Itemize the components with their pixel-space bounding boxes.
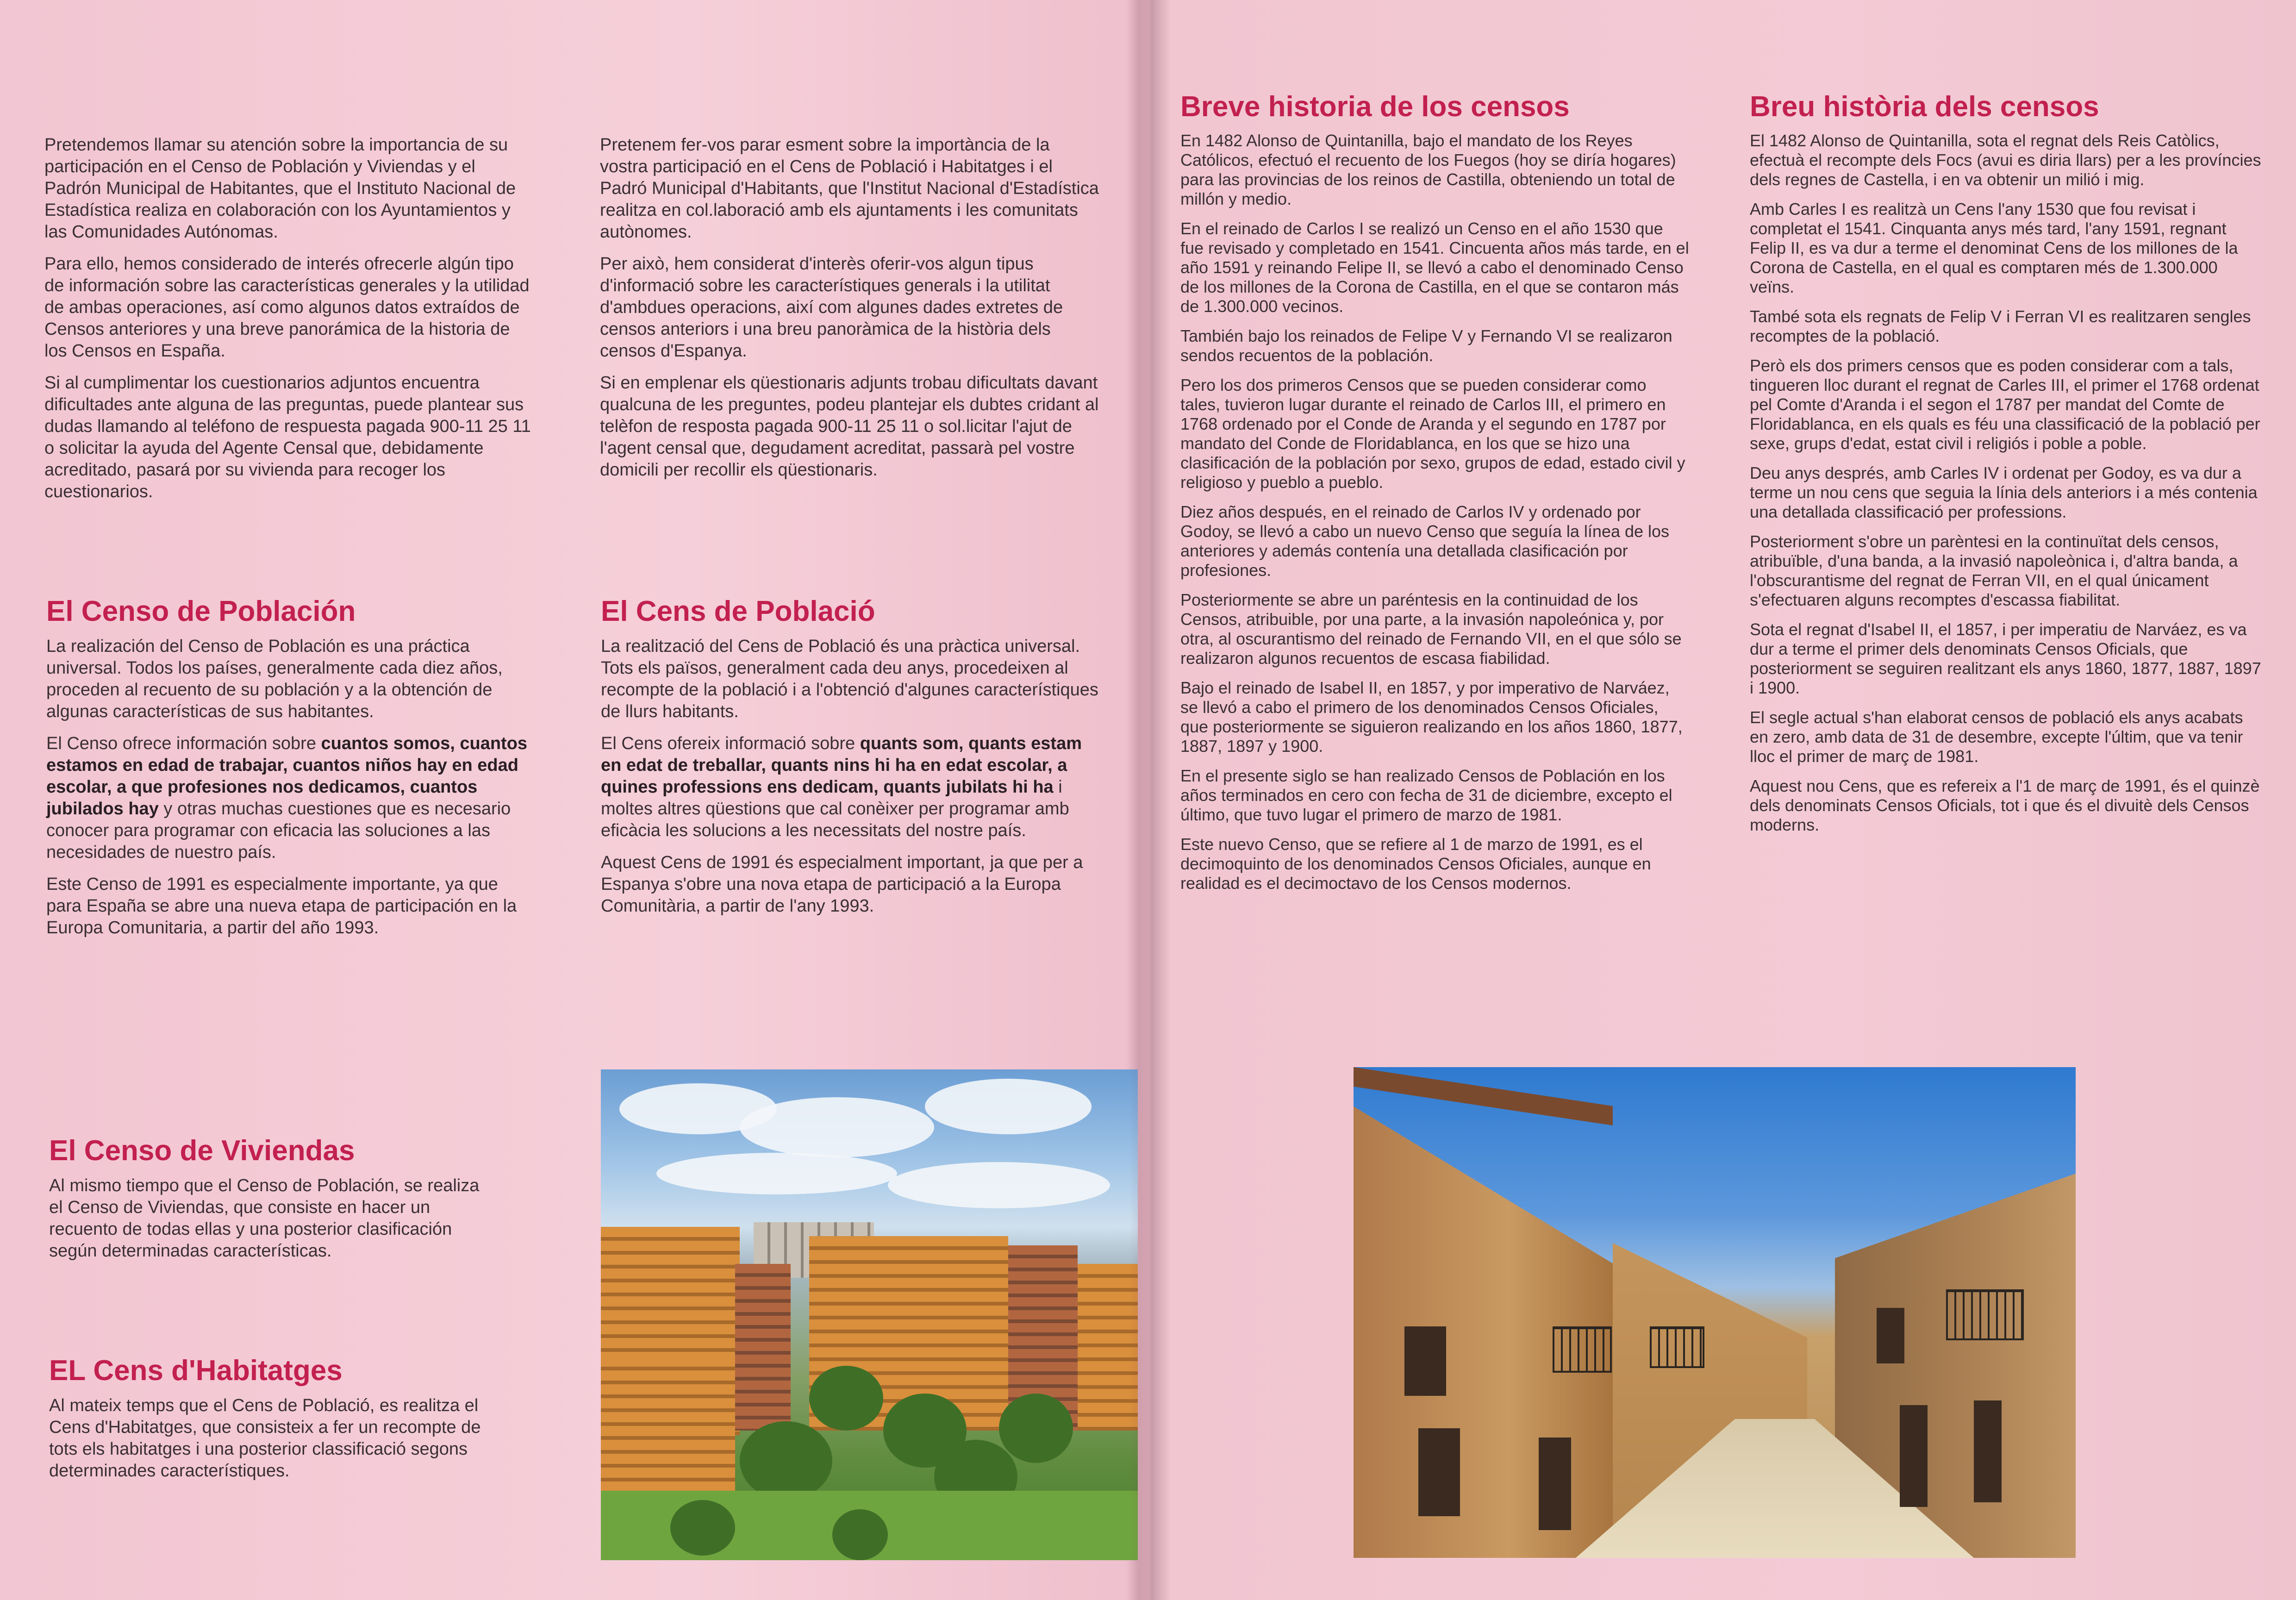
intro-es-p2: Para ello, hemos considerado de interés ofrecerle algún tipo de información sobre las características generales y la utilidad de ambas operaciones, así como algunos datos extraídos de Censos anteriores y una breve panorámica de la historia de los Censos en España.	[44, 254, 530, 361]
intro-es-p1: Pretendemos llamar su atención sobre la importancia de su participación en el Censo de Población y Viviendas y el Padrón Municipal de Habitantes, que el Instituto Nacional de Estadística realiza en colaboración con los Ayuntamientos y las Comunidades Autónomas.	[44, 135, 516, 242]
historia-ca-p3: També sota els regnats de Felip V i Ferran VI es realitzaren sengles recomptes de la població.	[1750, 307, 2251, 345]
censo-viviendas-section	[49, 1134, 493, 1272]
historia-ca-p7: Sota el regnat d'Isabel II, el 1857, i per imperatiu de Narváez, es va dur a terme el primer dels denominats Censos Oficials, que posteriorment se seguiren realitzant els anys 1860, 1877, 1887, 1897 i 1900.	[1750, 620, 2261, 697]
cens-poblacio-section	[601, 595, 1105, 927]
censo-poblacion-p3: Este Censo de 1991 es especialmente importante, ya que para España se abre una nueva etapa de participación en la Europa Comunitaria, a partir del año 1993.	[46, 875, 517, 938]
historia-ca-title: Breu història dels censos	[1750, 91, 2099, 123]
p2-end: i moltes altres qüestions que cal conèixer per programar amb eficàcia les solucions a les necessitats del nostre país.	[601, 777, 1069, 840]
historia-es-p9: Este nuevo Censo, que se refiere al 1 de marzo de 1991, es el decimoquinto de los denominados Censos Oficiales, aunque en realidad es el decimoctavo de los Censos modernos.	[1180, 835, 1651, 893]
p2-highlight: quants som, quants estam en edat de treballar, quants nins hi ha en edat escolar, a quines professions ens dedicam, quants jubilats hi ha	[601, 734, 1082, 797]
p2-highlight: cuantos somos, cuantos estamos en edad de trabajar, cuantos niños hay en edad escolar, a que profesiones nos dedicamos, cuantos jubilados hay	[46, 734, 528, 819]
censo-poblacion-p2	[46, 733, 537, 863]
cens-poblacio-title: El Cens de Població	[601, 595, 875, 627]
intro-es-p3: Si al cumplimentar los cuestionarios adjuntos encuentra dificultades ante alguna de las preguntas, puede plantear sus dudas llamando al teléfono de respuesta pagada 900-11 25 11 o solicitar la ayuda del Agente Censal que, debidamente acreditado, pasará por su vivienda para recoger los cuestionarios.	[44, 373, 531, 501]
historia-ca-p6: Posteriorment s'obre un parèntesi en la continuïtat dels censos, atribuïble, d'una banda, a la invasió napoleònica i, d'altra banda, a l'obscurantisme del regnat de Ferran VII, en el qual únicament s'efectuaren alguns recomptes d'escassa fiabilitat.	[1750, 532, 2238, 609]
intro-spanish	[44, 134, 535, 513]
cens-poblacio-p3: Aquest Cens de 1991 és especialment important, ja que per a Espanya s'obre una nova etapa de participació a la Europa Comunitària, a partir de l'any 1993.	[601, 853, 1083, 916]
censo-viviendas-p1: Al mismo tiempo que el Censo de Población, se realiza el Censo de Viviendas, que consiste en hacer un recuento de todas ellas y una posterior clasificación según determinadas características.	[49, 1176, 480, 1261]
intro-ca-p3: Si en emplenar els qüestionaris adjunts trobau dificultats davant qualcuna de les preguntes, podeu plantejar els dubtes cridant al telèfon de resposta pagada 900-11 25 11 o sol.licitar l'ajut de l'agent censal que, degudament acreditat, passarà pel vostre domicili per recollir els qüestionaris.	[600, 373, 1099, 480]
censo-poblacion-title: El Censo de Población	[46, 595, 356, 627]
intro-ca-p1: Pretenem fer-vos parar esment sobre la importància de la vostra participació en el Cens de Població i Habitatges i el Padró Municipal d'Habitants, que l'Institut Nacional d'Estadística realitza en col.laboració amb els ajuntaments i les comunitats autònomes.	[600, 135, 1099, 242]
village-street-photo	[1354, 1067, 2076, 1558]
censo-poblacion-section	[46, 595, 537, 949]
cens-habitatges-section	[49, 1354, 493, 1492]
p2-start: El Cens ofereix informació sobre	[601, 734, 860, 753]
cens-poblacio-p2	[601, 733, 1105, 842]
historia-es-p7: Bajo el reinado de Isabel II, en 1857, y por imperativo de Narváez, se llevó a cabo el primero de los denominados Censos Oficiales, que posteriormente se siguieron realizando en los años 1860, 1877, 1887, 1897 y 1900.	[1180, 678, 1683, 756]
city-apartments-photo	[601, 1069, 1138, 1560]
intro-ca-p2: Per això, hem considerat d'interès oferir-vos algun tipus d'informació sobre les característiques generals i la utilitat d'ambdues operacions, així com algunes dades extretes de censos anteriors i una breu panoràmica de la història dels censos d'Espanya.	[600, 254, 1063, 361]
historia-es-p2: En el reinado de Carlos I se realizó un Censo en el año 1530 que fue revisado y completado en 1541. Cincuenta años más tarde, en el año 1591 y reinando Felipe II, se llevó a cabo el denominado Censo de los millones de la Corona de Castilla, en el que se contaron más de 1.300.000 vecinos.	[1180, 219, 1689, 316]
p2-end: y otras muchas cuestiones que es necesario conocer para programar con eficacia las soluciones a las necesidades de nuestro país.	[46, 799, 511, 862]
censo-poblacion-p1: La realización del Censo de Población es una práctica universal. Todos los países, generalmente cada diez años, proceden al recuento de su población y a la obtención de algunas características de sus habitantes.	[46, 637, 503, 721]
historia-ca-p5: Deu anys després, amb Carles IV i ordenat per Godoy, es va dur a terme un nou cens que seguia la línia dels anteriors i a més contenia una detallada classificació per professions.	[1750, 463, 2258, 521]
cens-poblacio-p1: La realització del Cens de Població és una pràctica universal. Tots els països, generalment cada deu anys, procedeixen al recompte de la població i a l'obtenció d'algunes característiques de llurs habitants.	[601, 637, 1098, 721]
historia-es-p1: En 1482 Alonso de Quintanilla, bajo el mandato de los Reyes Católicos, efectuó el recuento de los Fuegos (hoy se diría hogares) para las provincias de los reinos de Castilla, obteniendo un total de millón y medio.	[1180, 131, 1676, 208]
historia-ca-p4: Però els dos primers censos que es poden considerar com a tals, tingueren lloc durant el regnat de Carles III, el primer el 1768 ordenat pel Comte d'Aranda i el segon el 1787 per mandat del Comte de Floridablanca, en els quals es féu una classificació de la població per sexe, grups d'edat, estat civil i religiós i poble a poble.	[1750, 356, 2260, 453]
cens-habitatges-title: EL Cens d'Habitatges	[49, 1355, 343, 1387]
cens-habitatges-p1: Al mateix temps que el Cens de Població, es realitza el Cens d'Habitatges, que consisteix a fer un recompte de tots els habitatges i una posterior classificació segons determinades característiques.	[49, 1396, 481, 1481]
historia-catalan	[1750, 90, 2264, 845]
intro-catalan	[600, 134, 1100, 491]
historia-ca-p1: El 1482 Alonso de Quintanilla, sota el regnat dels Reis Catòlics, efectuà el recompte dels Focs (avui es diria llars) per a les províncies dels regnes de Castella, i en va obtenir un milió i mig.	[1750, 131, 2261, 189]
historia-es-p8: En el presente siglo se han realizado Censos de Población en los años terminados en cero con fecha de 31 de diciembre, excepto el último, que tuvo lugar el primero de marzo de 1981.	[1180, 766, 1672, 824]
historia-es-p6: Posteriormente se abre un paréntesis en la continuidad de los Censos, atribuible, por una parte, a la invasión napoleónica y, por otra, al oscurantismo del reinado de Fernando VII, en el que sólo se realizaron algunos recuentos de escasa fiabilidad.	[1180, 590, 1682, 668]
p2-start: El Censo ofrece información sobre	[46, 734, 321, 753]
historia-ca-p2: Amb Carles I es realitzà un Cens l'any 1530 que fou revisat i completat el 1541. Cinquanta anys més tard, l'any 1591, regnant Felip II, es va dur a terme el denominat Cens de los millones de la Corona de Castella, en el qual es comptaren més de 1.300.000 veïns.	[1750, 200, 2238, 296]
historia-es-p4: Pero los dos primeros Censos que se pueden considerar como tales, tuvieron lugar durante el reinado de Carlos III, el primero en 1768 ordenado por el Conde de Aranda y el segundo en 1787 por mandato del Conde de Floridablanca, en los que se hizo una clasificación de la población por sexo, grupos de edad, estado civil y religioso y pueblo a pueblo.	[1180, 375, 1685, 492]
historia-ca-p9: Aquest nou Cens, que es refereix a l'1 de març de 1991, és el quinzè dels denominats Censos Oficials, tot i que és el divuitè dels Censos moderns.	[1750, 776, 2260, 834]
historia-es-p3: También bajo los reinados de Felipe V y Fernando VI se realizaron sendos recuentos de la población.	[1180, 326, 1672, 365]
historia-spanish	[1180, 90, 1690, 903]
historia-ca-p8: El segle actual s'han elaborat censos de població els anys acabats en zero, amb data de 31 de desembre, excepte l'últim, que va tenir lloc el primer de març de 1981.	[1750, 708, 2243, 766]
historia-es-p5: Diez años después, en el reinado de Carlos IV y ordenado por Godoy, se llevó a cabo un nuevo Censo que seguía la línea de los anteriores y además contenía una detallada clasificación por profesiones.	[1180, 502, 1670, 580]
historia-es-title: Breve historia de los censos	[1180, 91, 1570, 123]
censo-viviendas-title: El Censo de Viviendas	[49, 1135, 355, 1167]
